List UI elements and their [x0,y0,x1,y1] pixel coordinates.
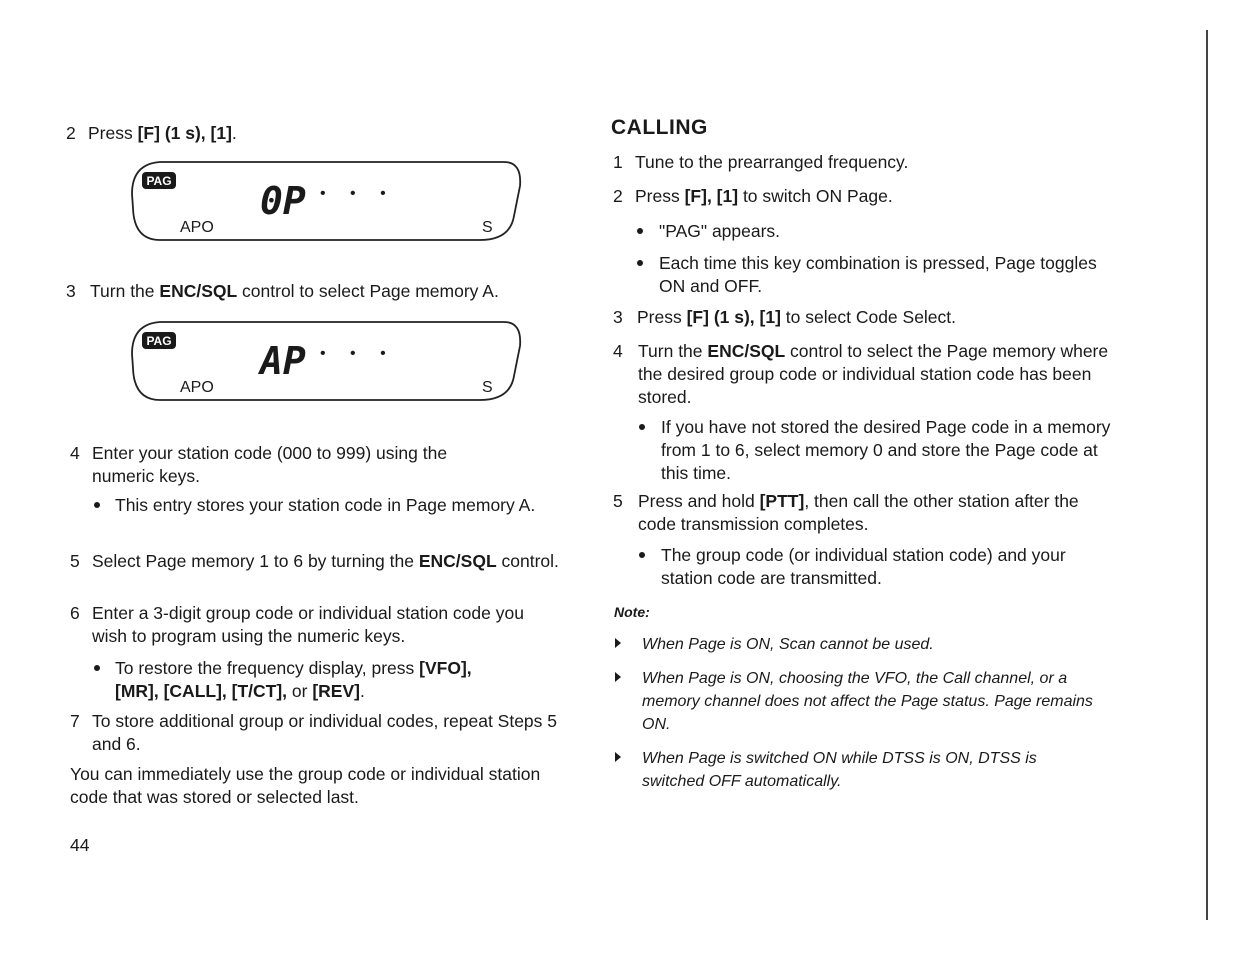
bullet-text: Each time this key combination is pressed, Page toggles ON and OFF. [659,253,1097,297]
step-text: Enter a 3-digit group code or individual station code you wish to program using the numeric keys. [92,603,524,647]
lcd-main-segments: AP [260,339,306,383]
step-text: Press [F] (1 s), [1] to select Code Select. [637,307,957,327]
step-number: 4 [70,443,80,463]
triangle-bullet-icon [615,672,621,682]
step-4-right [613,340,1133,412]
lcd-display-1 [130,158,522,244]
step-number: 6 [70,603,80,623]
step-6-left [70,602,570,650]
bullet-dot [637,228,643,234]
lcd-display-2 [130,318,522,404]
triangle-bullet-icon [615,752,621,762]
lcd-dots: • • • [320,345,396,362]
step-7-left [70,710,570,758]
page-number: 44 [70,835,90,855]
note-item-2 [615,667,1115,739]
bullet-4-left [94,494,584,542]
bullet-4-right [639,416,1119,488]
bullet-text: To restore the frequency display, press [VFO], [MR], [CALL], [T/CT], or [REV]. [115,658,472,702]
step-text: Turn the ENC/SQL control to select Page memory A. [90,281,499,301]
pag-badge-text: PAG [146,334,172,348]
s-indicator: S [482,219,493,236]
bullet-2b-right [637,252,1107,300]
bullet-text: If you have not stored the desired Page code in a memory from 1 to 6, select memory 0 and store the Page code at this time. [661,417,1111,484]
note-item-3 [615,747,1115,795]
note-text: When Page is ON, choosing the VFO, the Call channel, or a memory channel does not affect the Page status. Page remains ON. [642,670,1093,734]
bullet-text: "PAG" appears. [659,221,781,241]
section-heading: CALLING [611,116,708,139]
step-number: 2 [613,186,623,206]
step-number: 3 [66,281,76,301]
closing-paragraph: You can immediately use the group code or individual station code that was stored or selected last. [70,764,541,808]
note-text: When Page is ON, Scan cannot be used. [642,636,934,653]
step-5-right [613,490,1133,538]
step-1-right [613,151,1133,175]
bullet-text: This entry stores your station code in Page memory A. [115,495,536,515]
s-indicator: S [482,379,493,396]
bullet-text: The group code (or individual station code) and your station code are transmitted. [661,545,1066,589]
bullet-dot [94,502,100,508]
bullet-dot [639,424,645,430]
bullet-dot [94,665,100,671]
step-number: 4 [613,341,623,361]
bullet-2a-right [637,220,1117,244]
step-number: 3 [613,307,623,327]
page-edge-line [1206,30,1208,920]
step-5-left [70,550,570,598]
bullet-dot [639,552,645,558]
step-text: Select Page memory 1 to 6 by turning the ENC/SQL control. [92,551,559,571]
step-text: Press [F], [1] to switch ON Page. [635,186,893,206]
apo-indicator: APO [180,379,214,396]
step-2-left [66,122,586,146]
note-text: When Page is switched ON while DTSS is ON, DTSS is switched OFF automatically. [642,750,1037,791]
lcd-dots: • • • [320,185,396,202]
step-3-left [66,280,586,304]
step-number: 1 [613,152,623,172]
step-4-left [70,442,540,490]
pag-badge-text: PAG [146,174,172,188]
step-text: Press [F] (1 s), [1]. [88,123,237,143]
note-item-1 [615,633,1115,657]
step-number: 2 [66,123,76,143]
step-2-right [613,185,1133,209]
step-number: 7 [70,711,80,731]
step-3-right [613,306,1133,330]
step-text: Press and hold [PTT], then call the other station after the code transmission completes. [638,491,1079,535]
step-text: Turn the ENC/SQL control to select the Page memory where the desired group code or individual station code has been stored. [638,341,1109,408]
apo-indicator: APO [180,219,214,236]
lcd-main-segments: 0P [260,179,306,223]
bullet-dot [637,260,643,266]
bullet-6-left [94,657,554,705]
note-label: Note: [614,604,650,620]
step-number: 5 [613,491,623,511]
step-number: 5 [70,551,80,571]
step-text: To store additional group or individual codes, repeat Steps 5 and 6. [92,711,558,755]
step-text: Enter your station code (000 to 999) using the numeric keys. [92,443,448,487]
bullet-5-right [639,544,1119,592]
step-text: Tune to the prearranged frequency. [635,152,909,172]
triangle-bullet-icon [615,638,621,648]
